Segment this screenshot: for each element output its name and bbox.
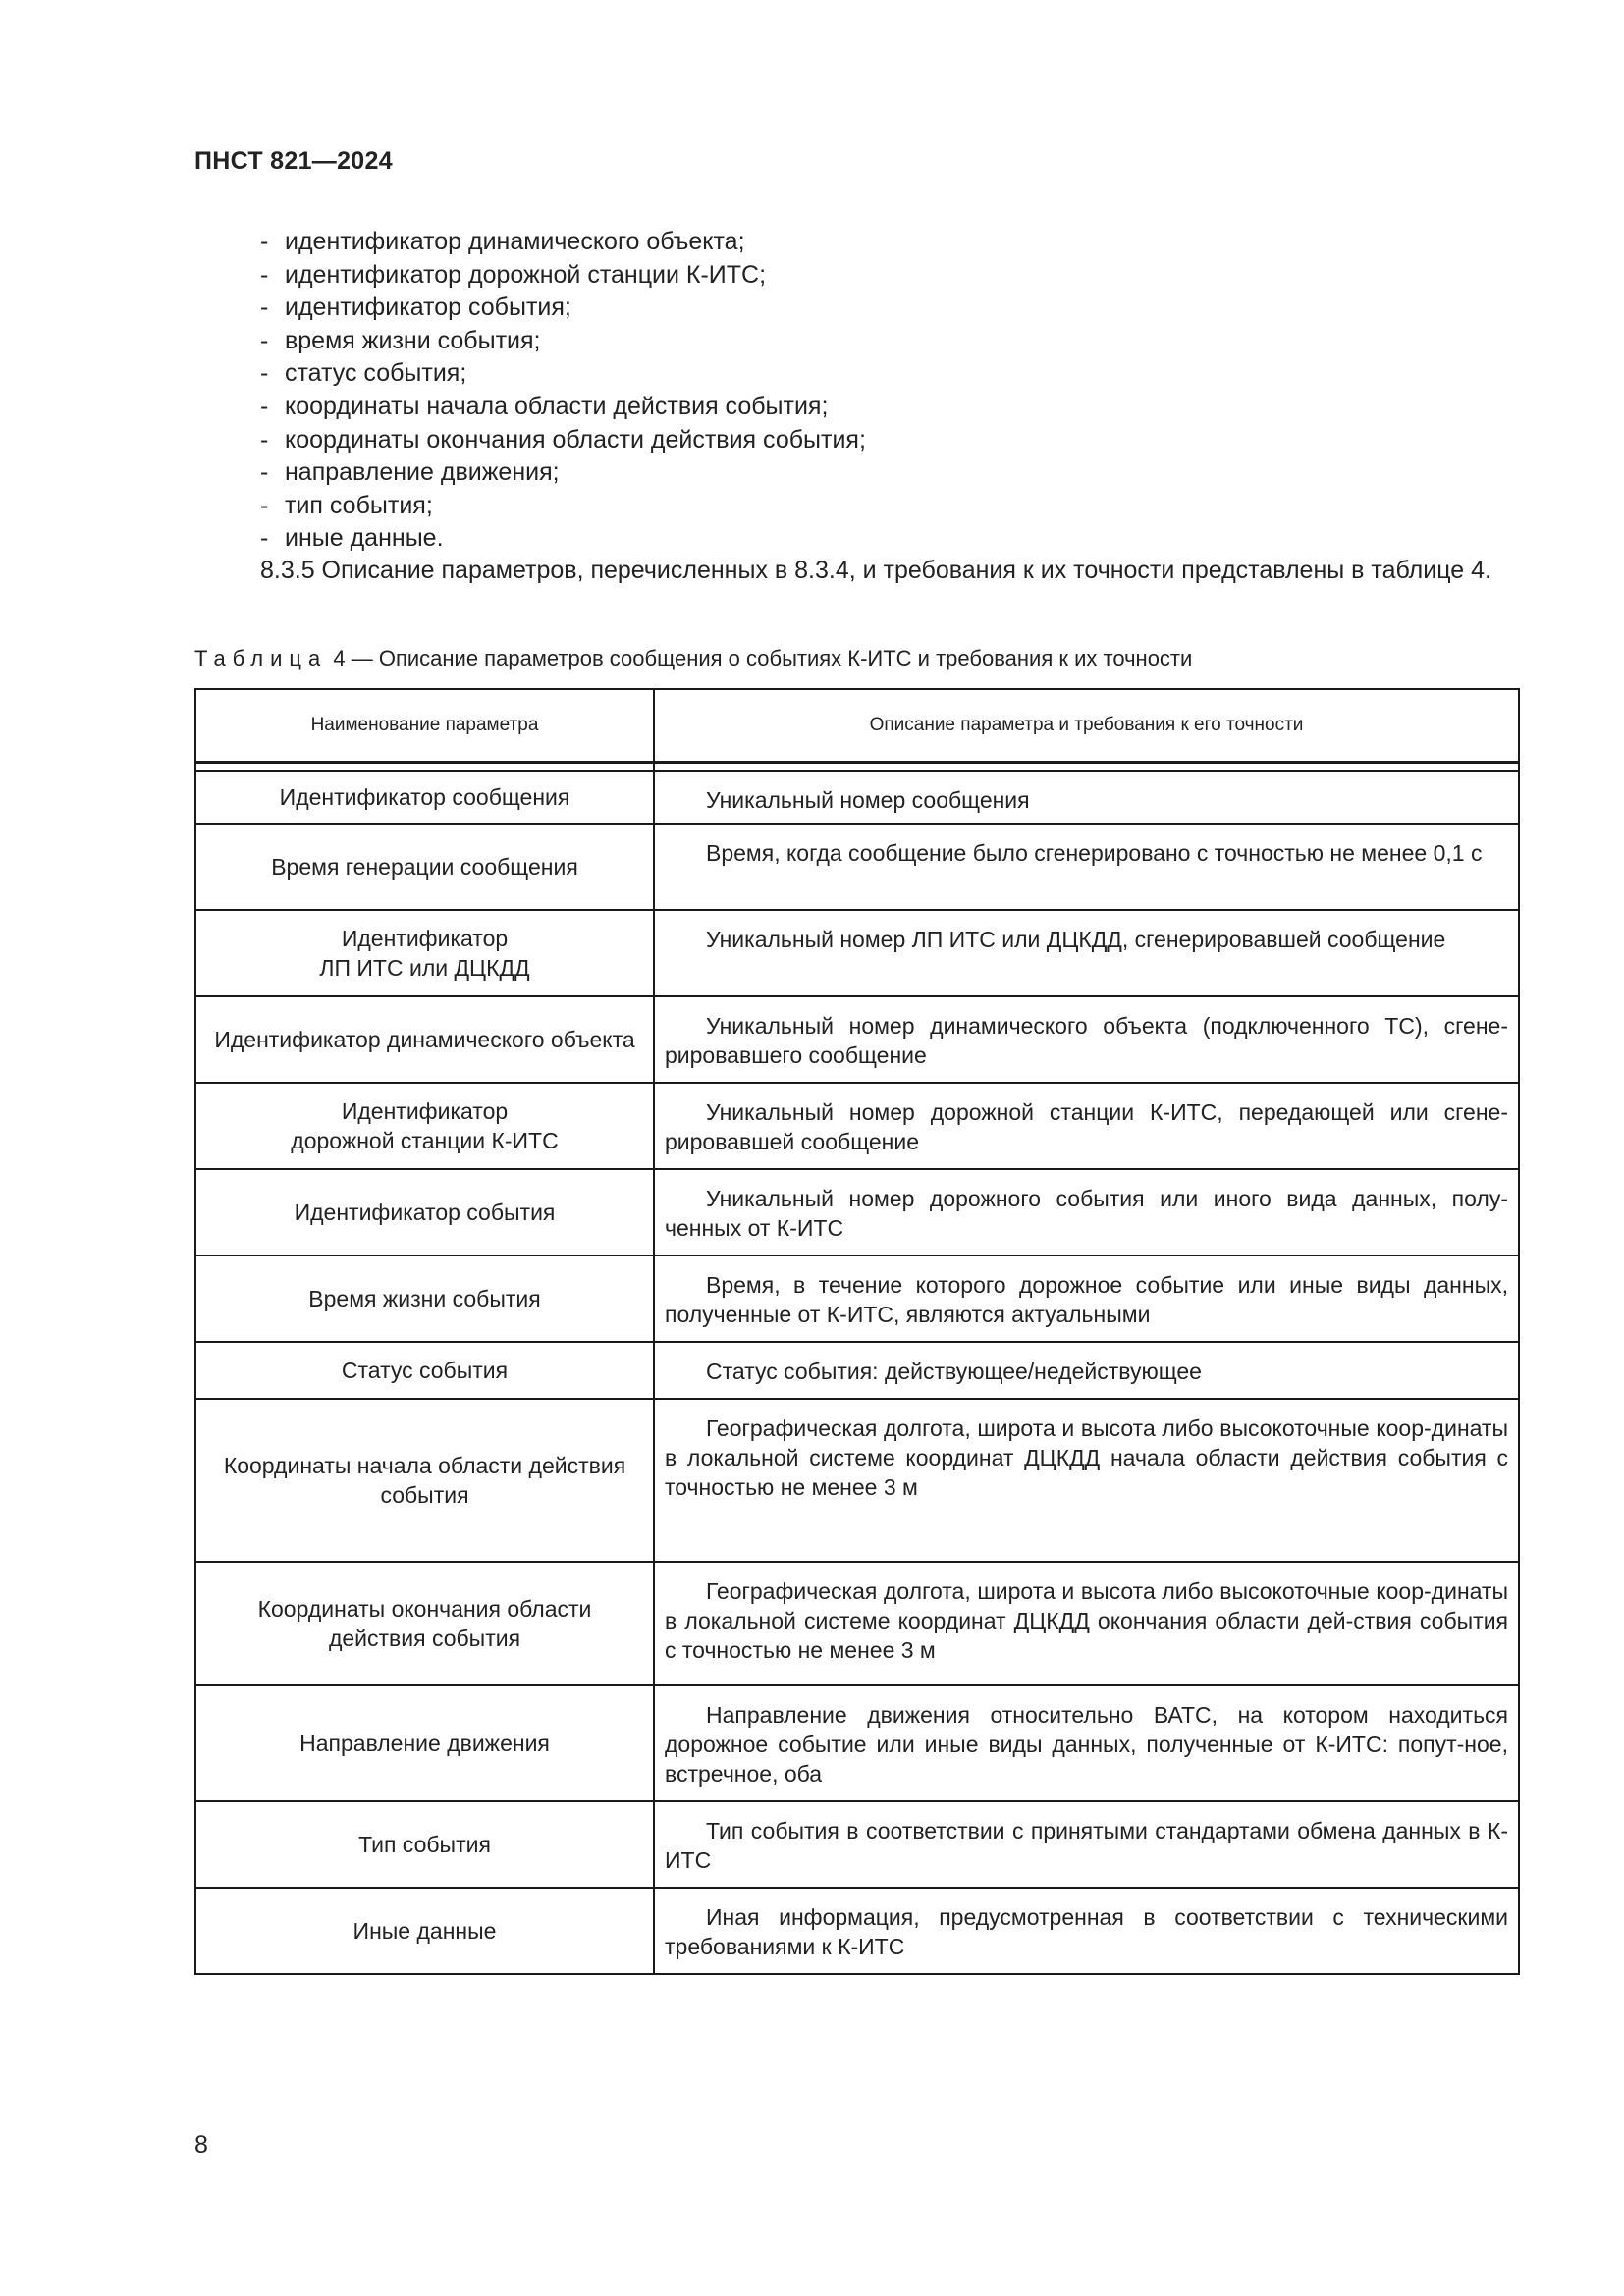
- list-item-text: координаты окончания области действия события;: [285, 425, 866, 454]
- param-description: Время, в течение которого дорожное событие или иные виды данных, полученные от К-ИТС, являются актуальными: [654, 1255, 1519, 1342]
- param-description: Уникальный номер ЛП ИТС или ДЦКДД, сгенерировавшей сообщение: [654, 910, 1519, 996]
- list-item-text: тип события;: [285, 491, 433, 519]
- list-item: [260, 391, 1517, 424]
- param-description: Направление движения относительно ВАТС, на котором находиться дорожное событие или иные виды данных, полученные от К-ИТС: попут-ное, встречное, оба: [654, 1685, 1519, 1801]
- param-name: Идентификатор дорожной станции К-ИТС: [195, 1083, 654, 1169]
- param-name: Координаты начала области действия события: [195, 1399, 654, 1562]
- bullet-dash: -: [260, 491, 269, 519]
- param-description: Иная информация, предусмотренная в соответствии с техническими требованиями к К-ИТС: [654, 1888, 1519, 1974]
- list-item-text: направление движения;: [285, 458, 560, 487]
- list-item-text: идентификатор дорожной станции К-ИТС;: [285, 260, 767, 289]
- column-header-description: Описание параметра и требования к его точности: [654, 689, 1519, 763]
- table-header-row: [195, 689, 1519, 763]
- list-item: [260, 259, 1517, 293]
- table-caption: [194, 646, 1192, 671]
- bullet-dash: -: [260, 326, 269, 354]
- param-description: Географическая долгота, широта и высота либо высокоточные коор-динаты в локальной системе координат ДЦКДД начала области действия события с точностью не менее 3 м: [654, 1399, 1519, 1562]
- list-item: [260, 522, 1517, 556]
- table-row: [195, 1169, 1519, 1255]
- param-name: Статус события: [195, 1342, 654, 1399]
- param-name: Идентификатор события: [195, 1169, 654, 1255]
- list-item: [260, 226, 1517, 259]
- table-row: [195, 1255, 1519, 1342]
- table-row: [195, 1888, 1519, 1974]
- table-row: [195, 1399, 1519, 1562]
- bullet-dash: -: [260, 228, 269, 255]
- param-name: Идентификатор сообщения: [195, 771, 654, 824]
- bullet-dash: -: [260, 260, 269, 289]
- bullet-dash: -: [260, 359, 269, 388]
- bullet-dash: -: [260, 294, 269, 322]
- param-name: Время генерации сообщения: [195, 824, 654, 910]
- param-name: Иные данные: [195, 1888, 654, 1974]
- column-header-name: Наименование параметра: [195, 689, 654, 763]
- table-row: [195, 1801, 1519, 1888]
- param-name: Тип события: [195, 1801, 654, 1888]
- param-name: Направление движения: [195, 1685, 654, 1801]
- param-description: Уникальный номер динамического объекта (подключенного ТС), сгене-рировавшего сообщение: [654, 996, 1519, 1083]
- param-description: Уникальный номер сообщения: [654, 771, 1519, 824]
- bullet-dash: -: [260, 524, 269, 553]
- param-name: Время жизни события: [195, 1255, 654, 1342]
- param-name: Координаты окончания области действия события: [195, 1562, 654, 1685]
- table-caption-text: 4 — Описание параметров сообщения о событиях К-ИТС и требования к их точности: [333, 646, 1193, 670]
- list-item: [260, 325, 1517, 358]
- table-row: [195, 1685, 1519, 1801]
- bullet-dash: -: [260, 392, 269, 420]
- table-row: [195, 910, 1519, 996]
- list-item: [260, 357, 1517, 391]
- list-item: [260, 424, 1517, 457]
- table-row: [195, 1562, 1519, 1685]
- list-item-text: статус события;: [285, 359, 467, 388]
- list-item-text: идентификатор события;: [285, 294, 571, 322]
- param-name: Идентификатор динамического объекта: [195, 996, 654, 1083]
- table-caption-label: Таблица: [194, 646, 328, 670]
- param-description: Тип события в соответствии с принятыми стандартами обмена данных в К-ИТС: [654, 1801, 1519, 1888]
- bullet-list: [260, 226, 1517, 556]
- param-description: Уникальный номер дорожного события или иного вида данных, полу-ченных от К-ИТС: [654, 1169, 1519, 1255]
- bullet-dash: -: [260, 425, 269, 454]
- table-row: [195, 771, 1519, 824]
- table-row: [195, 1083, 1519, 1169]
- list-item-text: время жизни события;: [285, 326, 541, 354]
- list-item: [260, 292, 1517, 325]
- list-item-text: иные данные.: [285, 524, 444, 553]
- param-description: Уникальный номер дорожной станции К-ИТС, передающей или сгене-рировавшей сообщение: [654, 1083, 1519, 1169]
- table-row: [195, 1342, 1519, 1399]
- header-separator: [195, 763, 1519, 772]
- list-item: [260, 490, 1517, 523]
- param-name: Идентификатор ЛП ИТС или ДЦКДД: [195, 910, 654, 996]
- bullet-dash: -: [260, 458, 269, 487]
- list-item-text: идентификатор динамического объекта;: [285, 228, 745, 255]
- param-description: Географическая долгота, широта и высота либо высокоточные коор-динаты в локальной системе координат ДЦКДД окончания области дей-ствия события с точностью не менее 3 м: [654, 1562, 1519, 1685]
- body-paragraph: 8.3.5 Описание параметров, перечисленных в 8.3.4, и требования к их точности представлены в таблице 4.: [260, 557, 1491, 584]
- param-description: Статус события: действующее/недействующее: [654, 1342, 1519, 1399]
- document-code: ПНСТ 821—2024: [194, 147, 393, 175]
- table-row: [195, 996, 1519, 1083]
- table-row: [195, 824, 1519, 910]
- parameters-table: [194, 688, 1520, 1975]
- page-number: 8: [194, 2131, 208, 2159]
- list-item: [260, 456, 1517, 490]
- list-item-text: координаты начала области действия события;: [285, 392, 829, 420]
- param-description: Время, когда сообщение было сгенерировано с точностью не менее 0,1 с: [654, 824, 1519, 910]
